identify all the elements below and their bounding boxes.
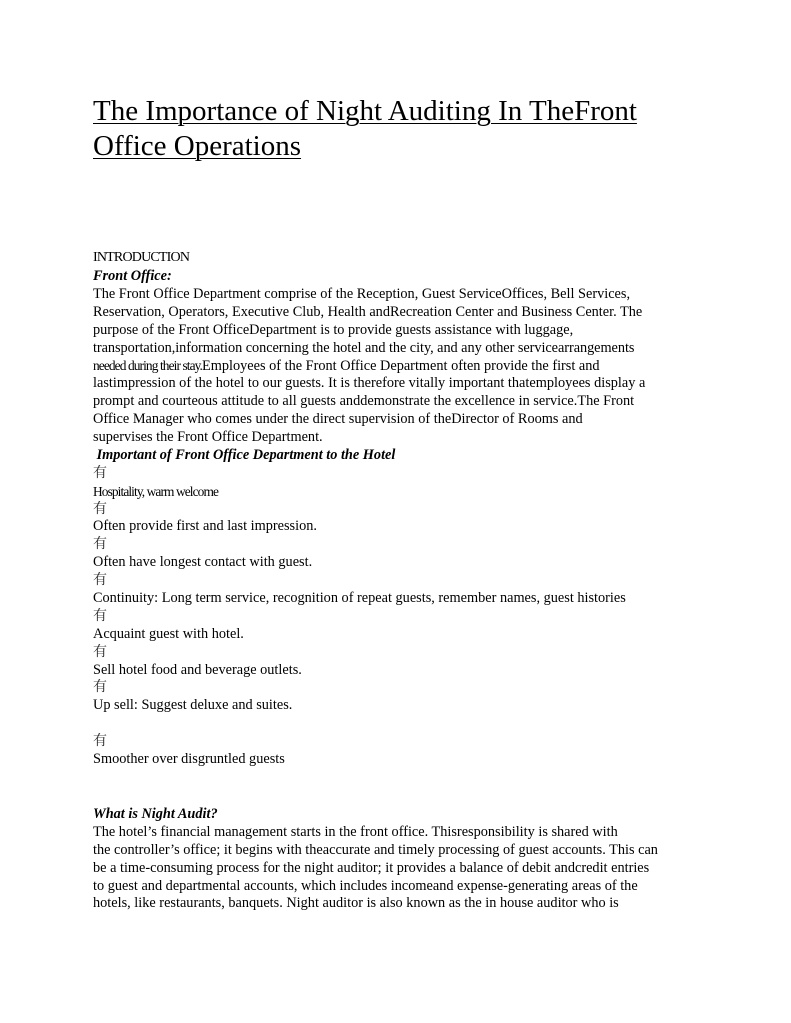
front-office-section [93, 268, 703, 769]
paragraph-line: Office Manager who comes under the direct supervision of theDirector of Rooms and [93, 411, 583, 428]
night-audit-section [93, 806, 703, 913]
paragraph-line: be a time-consuming process for the night auditor; it provides a balance of debit andcredit entries [93, 859, 650, 876]
bullet-icon: 有 [93, 607, 107, 624]
paragraph-line: needed during their stay.Employees of the Front Office Department often provide the first and [93, 358, 600, 375]
bullet-icon: 有 [93, 733, 107, 750]
bullet-icon: 有 [93, 464, 107, 481]
front-office-heading: Front Office: [93, 268, 172, 284]
list-item: Smoother over disgruntled guests [93, 751, 285, 768]
bullet-icon: 有 [93, 572, 107, 589]
paragraph-line: transportation,information concerning the hotel and the city, and any other servicearrangements [93, 339, 635, 356]
list-item: Often provide first and last impression. [93, 518, 317, 535]
paragraph-line: The hotel’s financial management starts in the front office. Thisresponsibility is shared with [93, 823, 618, 840]
list-item: Sell hotel food and beverage outlets. [93, 661, 302, 678]
bullet-icon: 有 [93, 679, 107, 696]
list-item: Often have longest contact with guest. [93, 554, 313, 571]
list-item: Up sell: Suggest deluxe and suites. [93, 697, 293, 714]
night-audit-heading: What is Night Audit? [93, 806, 218, 822]
paragraph-line: the controller’s office; it begins with theaccurate and timely processing of guest accounts. This can [93, 841, 658, 858]
paragraph-line: supervises the Front Office Department. [93, 429, 323, 446]
bullet-icon: 有 [93, 536, 107, 553]
list-item: Continuity: Long term service, recognition of repeat guests, remember names, guest histories [93, 590, 626, 607]
list-item: Hospitality, warm welcome [93, 483, 219, 499]
paragraph-line: The Front Office Department comprise of the Reception, Guest ServiceOffices, Bell Services, [93, 285, 631, 302]
bullet-icon: 有 [93, 500, 107, 517]
paragraph-line: to guest and departmental accounts, which includes incomeand expense-generating areas of the [93, 877, 638, 894]
spacer [93, 715, 703, 733]
paragraph-line: lastimpression of the hotel to our guests. It is therefore vitally important thatemployees display a [93, 375, 646, 392]
paragraph-line: purpose of the Front OfficeDepartment is to provide guests assistance with luggage, [93, 321, 574, 338]
important-heading: Important of Front Office Department to the Hotel [93, 446, 396, 463]
bullet-icon: 有 [93, 643, 107, 660]
list-item: Acquaint guest with hotel. [93, 625, 244, 642]
document-title: The Importance of Night Auditing In TheFront Office Operations [93, 95, 637, 162]
paragraph-line: hotels, like restaurants, banquets. Night auditor is also known as the in house auditor who is [93, 895, 619, 912]
paragraph-line: Reservation, Operators, Executive Club, Health andRecreation Center and Business Center. The [93, 303, 643, 320]
introduction-heading: INTRODUCTION [93, 250, 190, 265]
paragraph-line: prompt and courteous attitude to all guests anddemonstrate the excellence in service.The Front [93, 393, 635, 410]
